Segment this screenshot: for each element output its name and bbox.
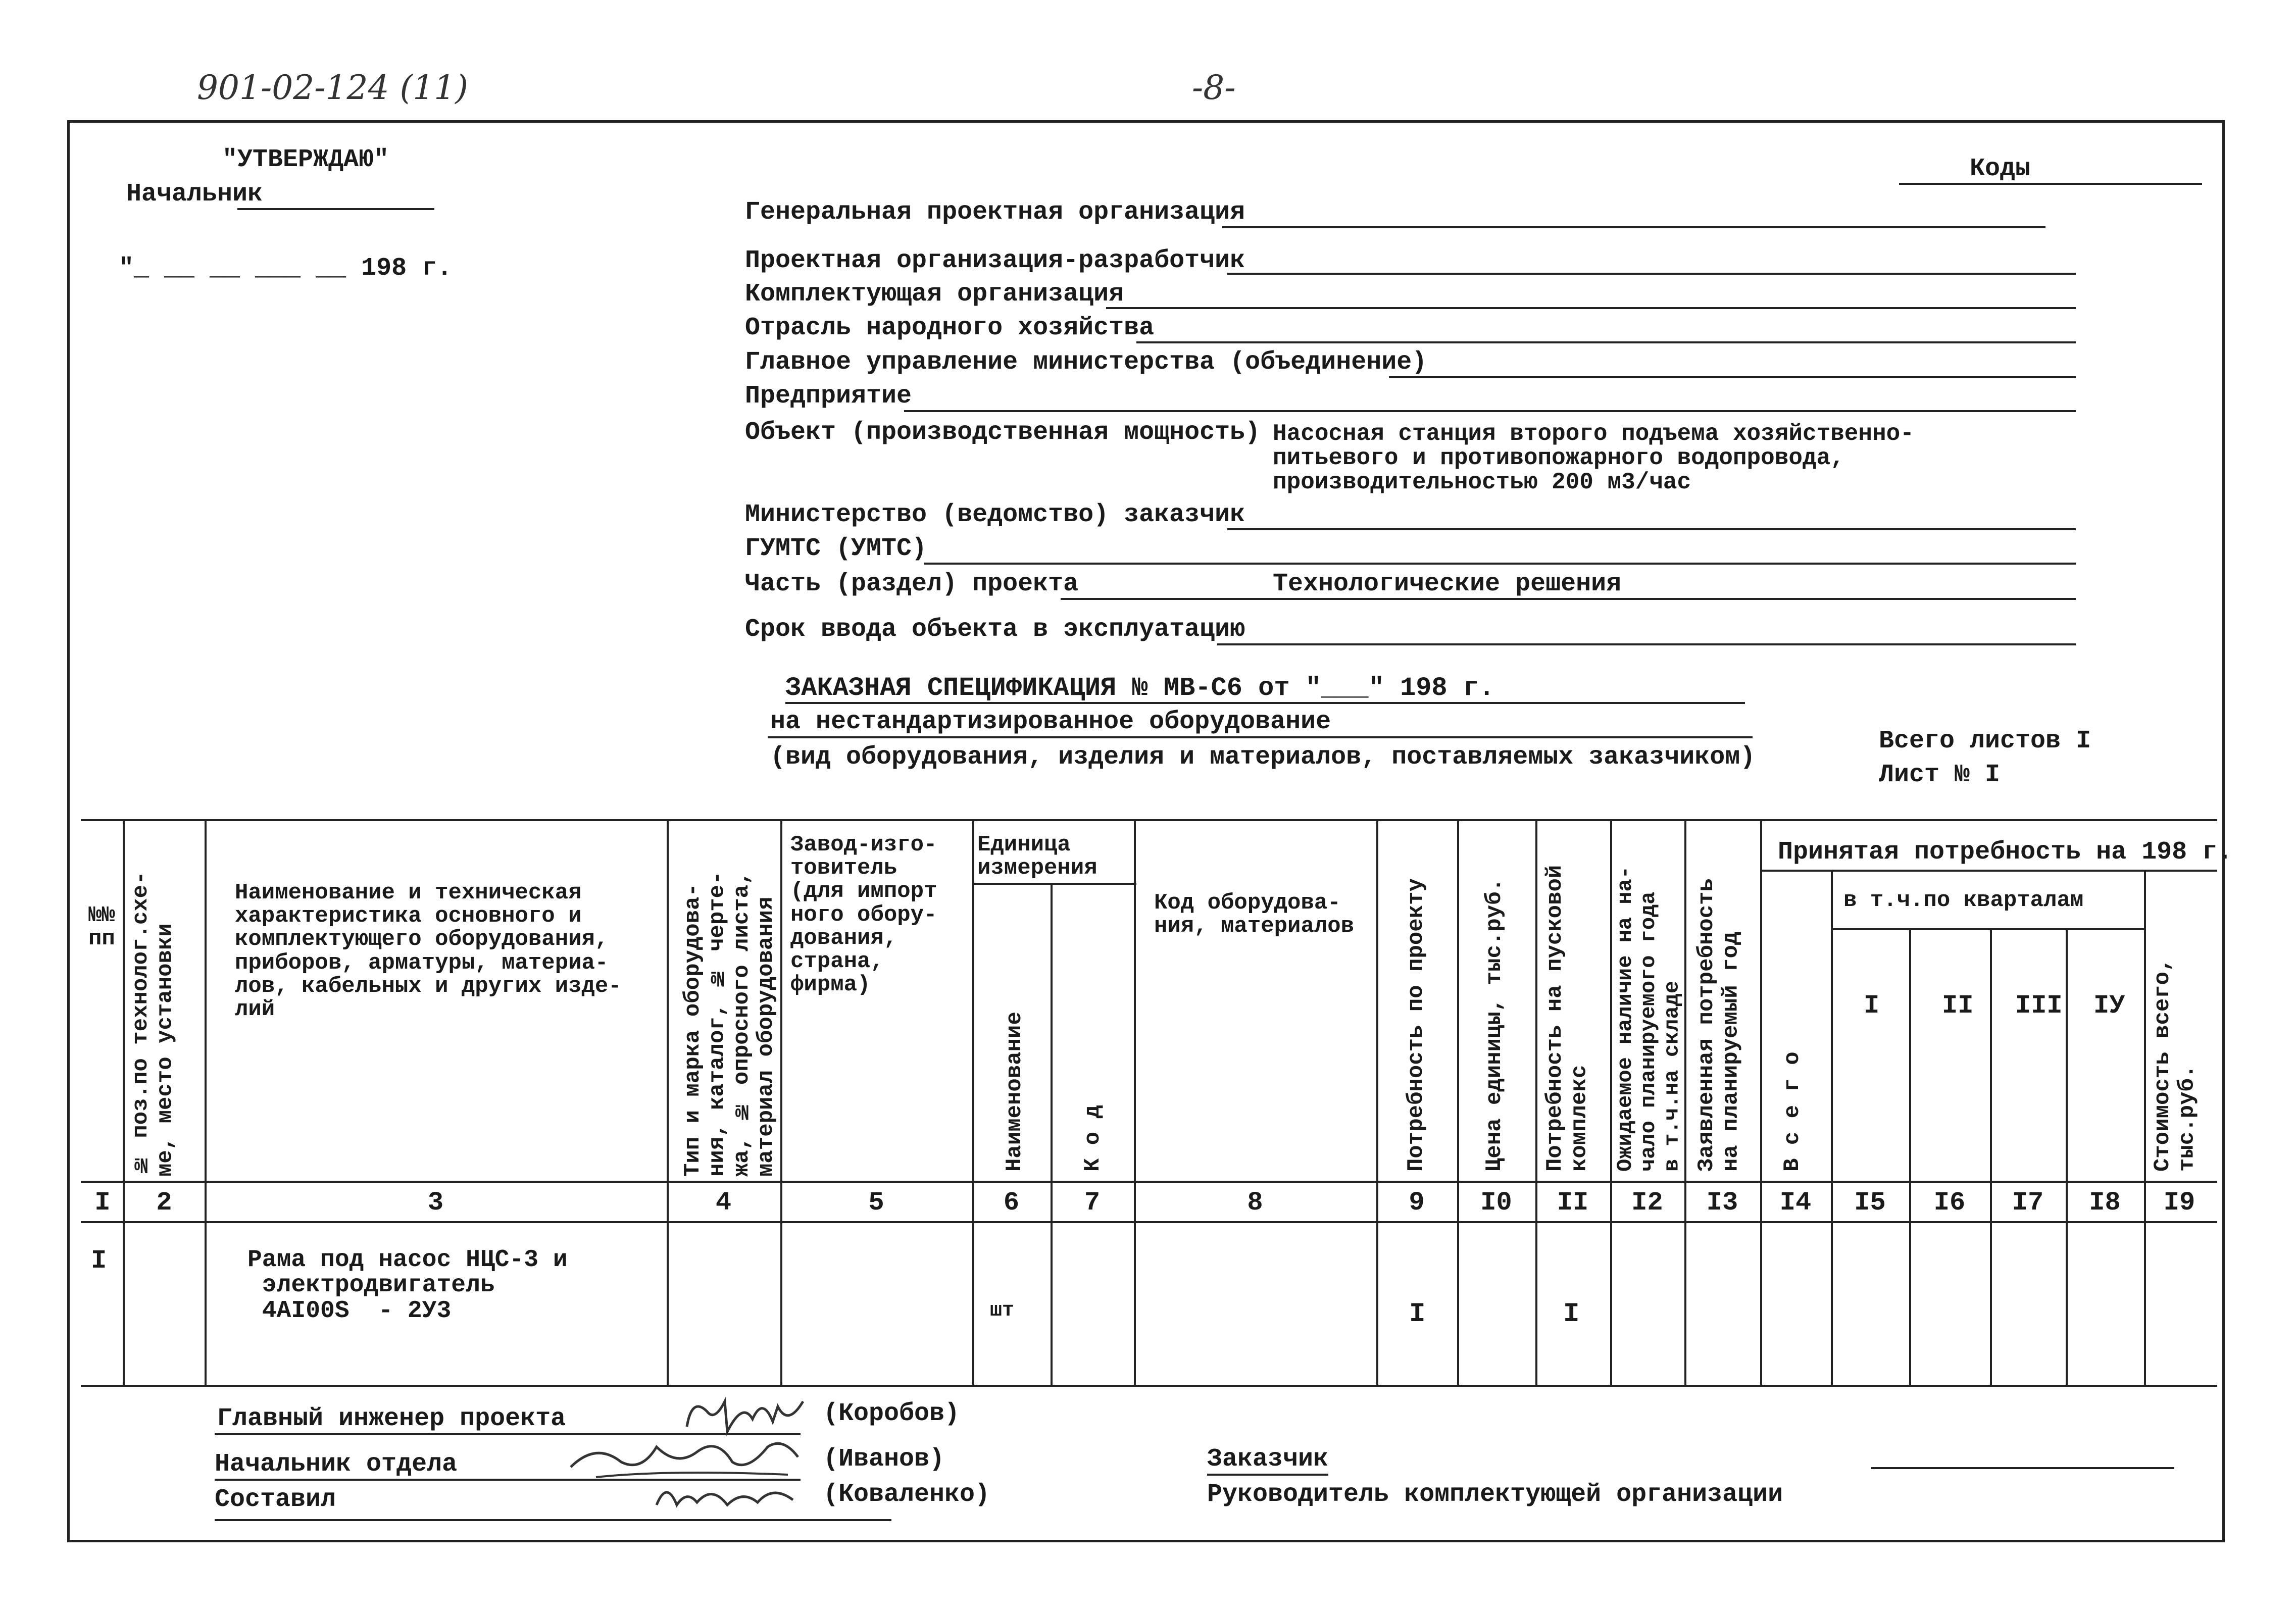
table-numbers-bottom-line [81,1221,2217,1223]
col-number: I4 [1779,1188,1812,1218]
field-developer-org-line [1227,273,2076,275]
field-ministry-dept-line [1389,376,2076,378]
table-bottom-line [81,1385,2217,1387]
signature-name-ivanov: (Иванов) [823,1445,945,1474]
header-c7: К о д [1080,1104,1106,1172]
codes-label: Коды [1970,155,2031,183]
spec-title: ЗАКАЗНАЯ СПЕЦИФИКАЦИЯ № МВ-С6 от "___" 198 г. [785,673,1495,703]
header-q4: IУ [2093,991,2125,1021]
field-object-value-2: питьевого и противопожарного водопровода, [1273,445,1844,471]
field-object-value-3: производительностью 200 м3/час [1273,469,1691,495]
col-line-12 [1684,819,1686,1385]
col-line-8 [1376,819,1378,1385]
row-need: I [1409,1299,1426,1330]
col-line-7 [1134,819,1136,1385]
unit-sub-line [974,883,1136,885]
row-number: I [91,1246,107,1276]
field-part-value: Технологические решения [1273,570,1622,598]
col-number: I0 [1480,1188,1512,1218]
col-number: I7 [2012,1188,2044,1218]
field-object-label: Объект (производственная мощность) [745,418,1261,447]
header-accepted: Принятая потребность на 198 г. [1778,838,2233,867]
col-number: 3 [427,1188,444,1218]
header-q2: II [1942,991,1974,1021]
col-number: 7 [1084,1188,1101,1218]
field-gumts-line [924,563,2076,565]
header-c12: Ожидаемое наличие на на- чало планируемого года в т.ч.на складе [1613,866,1684,1172]
row-name: Рама под насос НЦС-3 и электродвигатель 4АI00S - 2У3 [247,1246,568,1325]
header-c19: Стоимость всего, тыс.руб. [2150,958,2200,1172]
col-line-5 [972,819,974,1385]
codes-line [1899,183,2202,185]
field-industry-label: Отрасль народного хозяйства [745,314,1155,342]
approval-position-line [237,208,434,210]
col-line-9 [1457,819,1459,1385]
col-line-2 [205,819,207,1385]
header-c4: Тип и марка оборудова- ния, каталог, № черте- жа, № опросного листа, материал оборудования [680,871,779,1177]
col-number: I9 [2163,1188,2195,1218]
header-unit: Единица измерения [977,832,1097,881]
header-quarters: в т.ч.по кварталам [1843,888,2084,913]
col-number: I [94,1188,111,1218]
col-line-18 [2144,870,2146,1385]
col-line-14 [1831,870,1833,1385]
signature-name-korobov: (Коробов) [823,1399,960,1428]
page-number: -8- [1192,68,1236,107]
field-industry-line [1136,341,2076,343]
signature-role-chief-engineer: Главный инженер проекта [217,1404,566,1433]
approval-position: Начальник [126,180,263,209]
header-c13: Заявленная потребность на планируемый год [1694,878,1744,1172]
col-number: I2 [1631,1188,1663,1218]
col-number: 9 [1409,1188,1425,1218]
customer-underline [1207,1474,1328,1476]
col-line-13 [1760,819,1762,1385]
col-line-16 [1990,928,1992,1385]
signature-role-dept-head: Начальник отдела [215,1450,458,1479]
signature-name-kovalenko: (Коваленко) [823,1480,990,1509]
field-object-value-1: Насосная станция второго подъема хозяйственно- [1273,421,1914,447]
accepted-sub-line [1760,870,2217,872]
spec-title-line [785,702,1745,704]
spec-sheet: Лист № I [1879,761,2001,789]
field-enterprise-line [904,410,2076,412]
field-customer-ministry-label: Министерство (ведомство) заказчик [745,500,1245,529]
col-number: 8 [1247,1188,1263,1218]
approval-date: "_ __ __ ___ __ 198 г. [119,254,453,283]
customer-label: Заказчик [1207,1445,1329,1474]
col-line-6 [1051,883,1053,1385]
document-number: 901-02-124 (11) [197,68,468,107]
field-general-org-line [1222,226,2045,228]
field-completing-org-line [1106,307,2076,309]
col-number: I8 [2089,1188,2121,1218]
header-c10: Цена единицы, тыс.руб. [1482,878,1507,1172]
field-part-line [1061,598,2076,600]
field-deadline-label: Срок ввода объекта в эксплуатацию [745,615,1245,644]
quarters-sub-line [1831,928,2144,930]
col-number: 6 [1003,1188,1020,1218]
header-c11: Потребность на пусковой комплекс [1542,865,1592,1172]
col-number: I3 [1706,1188,1738,1218]
spec-subtitle-line [768,736,1753,738]
customer-signature-line [1871,1467,2174,1469]
header-c3: Наименование и техническая характеристика основного и комплектующего оборудования, приборов, арматуры, материа- лов, кабельных и других изде- лий [235,880,622,1022]
signature-scribble-3 [652,1475,803,1525]
field-part-label: Часть (раздел) проекта [745,570,1079,598]
spec-note: (вид оборудования, изделия и материалов, поставляемых заказчиком) [770,743,1756,772]
col-line-4 [780,819,782,1385]
signature-role-compiler: Составил [215,1485,336,1514]
approval-title: "УТВЕРЖДАЮ" [222,145,389,174]
header-c8: Код оборудова- ния, материалов [1154,890,1355,939]
spec-total-sheets: Всего листов I [1879,727,2091,756]
field-ministry-dept-label: Главное управление министерства (объединение) [745,348,1427,377]
table-top-line [81,819,2217,821]
field-deadline-line [1217,643,2076,645]
col-number: I6 [1933,1188,1966,1218]
table-header-bottom-line [81,1181,2217,1183]
row-launch: I [1563,1299,1580,1330]
field-developer-org-label: Проектная организация-разработчик [745,246,1245,275]
header-c1: №№ пп [88,903,115,952]
field-general-org-label: Генеральная проектная организация [745,198,1245,227]
completing-org-head: Руководитель комплектующей организации [1207,1480,1783,1509]
col-number: I5 [1854,1188,1886,1218]
row-unit: шт [990,1299,1015,1322]
col-number: 5 [868,1188,884,1218]
col-line-11 [1610,819,1612,1385]
header-q1: I [1864,991,1880,1021]
col-line-3 [667,819,669,1385]
col-number: 2 [156,1188,172,1218]
col-line-1 [123,819,125,1385]
field-enterprise-label: Предприятие [745,382,912,411]
field-completing-org-label: Комплектующая организация [745,280,1124,309]
col-number: II [1557,1188,1589,1218]
header-c5: Завод-изго- товитель (для импорт ного обору- дования, страна, фирма) [790,832,937,998]
col-line-10 [1535,819,1537,1385]
field-gumts-label: ГУМТС (УМТС) [745,534,927,563]
spec-subtitle: на нестандартизированное оборудование [770,708,1331,736]
header-c6: Наименование [1002,1012,1027,1172]
header-c2: № поз.по технолог.схе- ме, место установки [128,871,178,1177]
col-number: 4 [715,1188,732,1218]
col-line-15 [1909,928,1911,1385]
header-c14: В с е г о [1780,1051,1805,1172]
header-c9: Потребность по проекту [1404,878,1429,1172]
field-customer-ministry-line [1227,528,2076,530]
header-q3: III [2015,991,2063,1021]
col-line-17 [2066,928,2068,1385]
